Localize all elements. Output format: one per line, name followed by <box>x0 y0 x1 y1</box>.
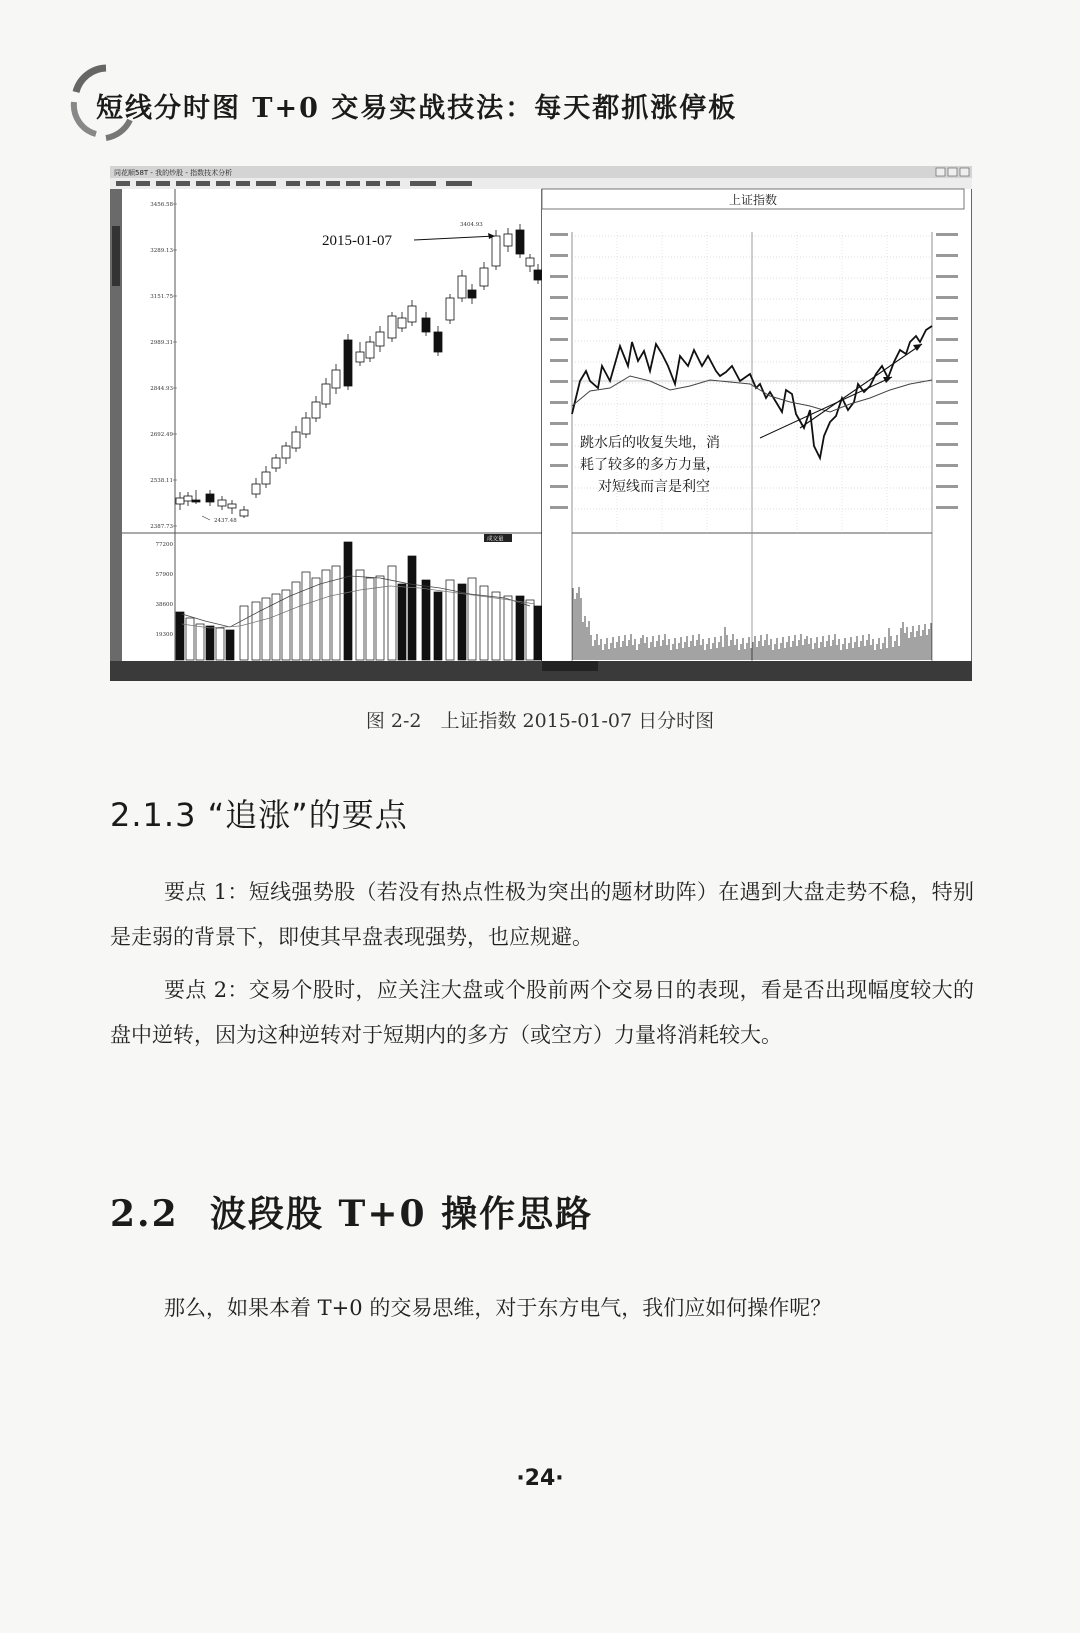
price-tick-mark <box>550 485 568 488</box>
candle-body <box>292 432 300 448</box>
percent-tick-mark <box>936 506 958 509</box>
peak-label: 3404.93 <box>460 222 483 228</box>
volume-bar <box>344 542 352 660</box>
percent-tick-mark <box>936 254 958 257</box>
price-tick-mark <box>550 275 568 278</box>
volume-bar <box>272 594 280 660</box>
price-tick-mark <box>550 317 568 320</box>
kline-y-tick: 3289.13 <box>150 248 173 254</box>
candle-body <box>302 418 310 434</box>
candle-body <box>458 276 466 298</box>
volume-label: 成交量 <box>487 536 504 543</box>
volume-y-tick: 38600 <box>155 602 173 608</box>
candle-body <box>422 318 430 332</box>
volume-bar <box>226 630 234 660</box>
percent-tick-mark <box>936 422 958 425</box>
candle-body <box>206 494 214 502</box>
candle-body <box>282 446 290 458</box>
kline-y-tick: 2989.31 <box>150 340 173 346</box>
candle-body <box>322 384 330 404</box>
svg-text:同花顺58T - 我的炒股 - 指数技术分析: 同花顺58T - 我的炒股 - 指数技术分析 <box>114 169 233 177</box>
candle-body <box>504 234 512 246</box>
price-tick-mark <box>550 254 568 257</box>
percent-tick-mark <box>936 296 958 299</box>
candle-body <box>176 498 184 504</box>
volume-y-tick: 77200 <box>155 542 173 548</box>
candle-body <box>434 332 442 352</box>
volume-bar <box>206 626 214 660</box>
candle-body <box>240 510 248 516</box>
volume-bar <box>492 592 500 660</box>
candle-body <box>228 504 236 508</box>
volume-bar <box>262 598 270 660</box>
section-heading-2-2 <box>110 1186 593 1237</box>
volume-bar <box>176 612 184 660</box>
candle-body <box>366 342 374 358</box>
candle-body <box>398 318 406 328</box>
running-header <box>66 62 766 142</box>
minimize-icon[interactable] <box>936 168 945 176</box>
close-icon[interactable] <box>960 168 969 176</box>
percent-tick-mark <box>936 359 958 362</box>
figure-caption: 图 2-2 上证指数 2015-01-07 日分时图 <box>365 710 715 732</box>
percent-tick-mark <box>936 380 958 383</box>
percent-tick-mark <box>936 233 958 236</box>
section-number: 2.2 <box>110 1193 179 1235</box>
volume-bar <box>398 584 406 660</box>
volume-bar <box>252 602 260 660</box>
candle-body <box>332 370 340 388</box>
volume-bar <box>196 624 204 660</box>
price-tick-mark <box>550 233 568 236</box>
candle-body <box>192 500 200 502</box>
volume-bar <box>434 592 442 660</box>
candle-body <box>376 332 384 346</box>
volume-bar <box>366 578 374 660</box>
price-tick-mark <box>550 401 568 404</box>
candle-body <box>356 352 364 362</box>
candle-body <box>468 290 476 298</box>
candle-body <box>526 258 534 266</box>
candle-body <box>218 500 226 506</box>
candle-body <box>480 268 488 286</box>
percent-tick-mark <box>936 275 958 278</box>
price-tick-mark <box>550 464 568 467</box>
kline-y-tick: 2538.11 <box>150 478 173 484</box>
volume-bar <box>408 556 416 660</box>
annotation-text <box>580 434 720 495</box>
price-tick-mark <box>550 443 568 446</box>
kline-y-tick: 2692.49 <box>150 432 173 438</box>
annotation-line-1: 跳水后的收复失地，消 <box>580 435 720 451</box>
volume-bar <box>458 584 466 660</box>
candle-body <box>388 316 396 338</box>
candle-body <box>312 402 320 418</box>
stock-chart-screenshot <box>110 166 972 681</box>
price-tick-mark <box>550 296 568 299</box>
percent-tick-mark <box>936 485 958 488</box>
window-titlebar <box>110 166 972 178</box>
volume-bar <box>356 570 364 660</box>
price-tick-mark <box>550 359 568 362</box>
annotation-date: 2015-01-07 <box>322 233 392 249</box>
volume-bar <box>282 590 290 660</box>
candle-body <box>262 472 270 484</box>
volume-bar <box>186 618 194 660</box>
candle-body <box>252 484 260 494</box>
point-1-paragraph: 要点 1：短线强势股（若没有热点性极为突出的题材助阵）在遇到大盘走势不稳，特别是走弱的背景下，即使其早盘表现强势，也应规避。 <box>110 880 974 949</box>
kline-y-tick: 3456.58 <box>150 202 173 208</box>
volume-bar <box>534 606 542 660</box>
volume-bar <box>376 576 384 660</box>
volume-bar <box>302 572 310 660</box>
price-tick-mark <box>550 422 568 425</box>
percent-tick-mark <box>936 464 958 467</box>
price-tick-mark <box>550 380 568 383</box>
point-2-paragraph: 要点 2：交易个股时，应关注大盘或个股前两个交易日的表现，看是否出现幅度较大的盘中逆转，因为这种逆转对于短期内的多方（或空方）力量将消耗较大。 <box>110 978 974 1047</box>
candle-body <box>408 306 416 322</box>
page-number: ·24· <box>516 1466 564 1491</box>
volume-bar <box>516 596 524 660</box>
kline-y-tick: 2844.93 <box>150 386 173 392</box>
figure-2-2 <box>110 166 972 681</box>
section-heading-2-1-3: 2.1.3 “追涨”的要点 <box>110 796 408 834</box>
maximize-icon[interactable] <box>948 168 957 176</box>
percent-tick-mark <box>936 401 958 404</box>
annotation-line-2: 耗了较多的多方力量， <box>580 457 720 473</box>
candle-body <box>492 236 500 266</box>
volume-bar <box>422 580 430 660</box>
right-panel-title: 上证指数 <box>728 193 778 207</box>
price-tick-mark <box>550 506 568 509</box>
volume-bar <box>468 578 476 660</box>
candle-body <box>534 270 542 280</box>
section-title: 波段股 T+0 操作思路 <box>210 1193 594 1235</box>
volume-bar <box>504 596 512 660</box>
volume-bar <box>240 606 248 660</box>
volume-y-tick: 57900 <box>155 572 173 578</box>
candle-body <box>184 496 192 501</box>
low-label: 2437.48 <box>214 518 237 524</box>
closing-paragraph: 那么，如果本着 T+0 的交易思维，对于东方电气，我们应如何操作呢？ <box>164 1296 832 1320</box>
candle-body <box>344 340 352 386</box>
candle-body <box>272 458 280 468</box>
candle-body <box>446 298 454 320</box>
percent-tick-mark <box>936 317 958 320</box>
candle-body <box>516 230 524 254</box>
kline-y-tick: 3151.75 <box>150 294 173 300</box>
status-bar <box>110 661 972 681</box>
header-title: 短线分时图 T+0 交易实战技法：每天都抓涨停板 <box>96 93 738 124</box>
kline-y-tick: 2387.73 <box>150 524 173 530</box>
volume-y-tick: 19300 <box>155 632 173 638</box>
price-tick-mark <box>550 338 568 341</box>
volume-bar <box>526 600 534 660</box>
volume-bar <box>216 628 224 660</box>
percent-tick-mark <box>936 338 958 341</box>
menu-items <box>116 181 472 186</box>
annotation-line-3: 对短线而言是利空 <box>598 479 710 495</box>
volume-bar <box>312 578 320 660</box>
percent-tick-mark <box>936 443 958 446</box>
